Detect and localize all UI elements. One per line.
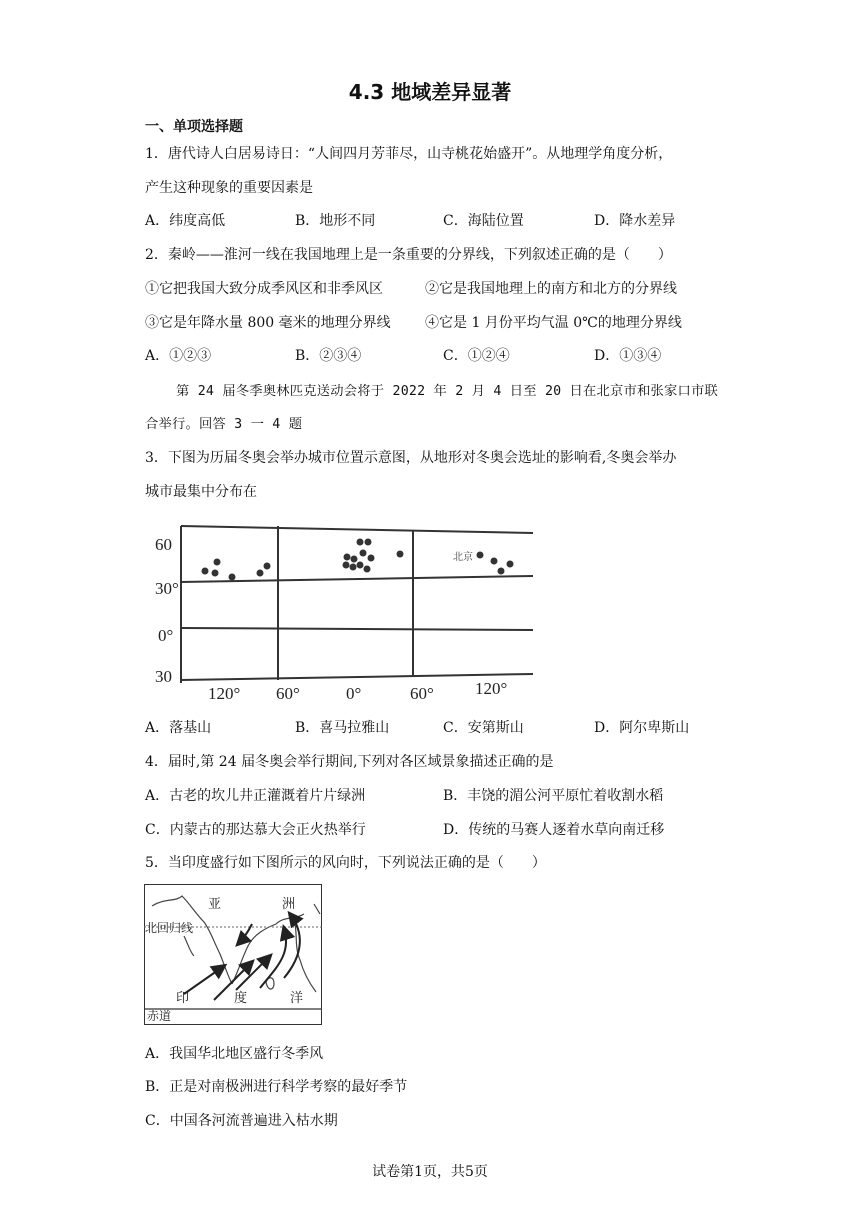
q2-statement-1: ①它把我国大致分成季风区和非季风区	[145, 281, 383, 297]
label-zhou: 洲	[282, 896, 296, 911]
lat-label-30n: 30°	[155, 579, 179, 598]
label-equator: 赤道	[147, 1009, 172, 1023]
olympic-cities-map	[148, 518, 540, 708]
lon-label-120e: 120°	[475, 679, 508, 698]
q1-option-a[interactable]: A．纬度高低	[145, 213, 226, 229]
page-title: 4.3 地域差异显著	[348, 80, 512, 104]
q3-option-a[interactable]: A．落基山	[145, 720, 212, 736]
q3-stem-line1: 3．下图为历届冬奥会举办城市位置示意图，从地形对冬奥会选址的影响看,冬奥会举办	[145, 450, 677, 466]
q4-option-c[interactable]: C．内蒙古的那达慕大会正火热举行	[145, 822, 366, 838]
passage-line1: 第 24 届冬季奥林匹克送动会将于 2022 年 2 月 4 日至 20 日在北京市和张家口市联	[176, 384, 719, 399]
q5-option-b[interactable]: B．正是对南极洲进行科学考察的最好季节	[145, 1079, 408, 1095]
label-du: 度	[234, 990, 248, 1005]
q3-option-d[interactable]: D．阿尔卑斯山	[594, 720, 690, 736]
india-monsoon-map	[144, 884, 322, 1025]
q5-option-a[interactable]: A．我国华北地区盛行冬季风	[145, 1046, 324, 1062]
label-tropic: 北回归线	[145, 921, 194, 935]
lon-label-120w: 120°	[208, 684, 241, 703]
q4-stem: 4．届时,第 24 届冬奥会举行期间,下列对各区域景象描述正确的是	[145, 754, 554, 770]
q3-stem-line2: 城市最集中分布在	[145, 484, 257, 500]
q1-option-d[interactable]: D．降水差异	[594, 213, 676, 229]
beijing-label: 北京	[453, 552, 473, 563]
lat-label-30s: 30	[155, 667, 172, 686]
q2-statement-2: ②它是我国地理上的南方和北方的分界线	[425, 281, 677, 297]
q1-stem-line1: 1．唐代诗人白居易诗日：“人间四月芳菲尽，山寺桃花始盛开”。从地理学角度分析，	[145, 146, 673, 162]
q2-option-c[interactable]: C．①②④	[443, 348, 510, 364]
page-footer: 试卷第1页，共5页	[372, 1164, 488, 1180]
q2-statement-4: ④它是 1 月份平均气温 0℃的地理分界线	[425, 315, 682, 331]
lon-label-60w: 60°	[276, 684, 300, 703]
q1-option-b[interactable]: B．地形不同	[295, 213, 376, 229]
q2-option-d[interactable]: D．①③④	[594, 348, 662, 364]
q1-stem-line2: 产生这种现象的重要因素是	[145, 180, 313, 196]
lon-label-60e: 60°	[410, 684, 434, 703]
lat-label-60: 60	[155, 535, 172, 554]
q2-option-b[interactable]: B．②③④	[295, 348, 362, 364]
lat-label-0: 0°	[158, 626, 174, 645]
passage-line2: 合举行。回答 3 一 4 题	[145, 417, 303, 432]
q4-option-b[interactable]: B．丰饶的湄公河平原忙着收割水稻	[443, 788, 664, 804]
q3-option-b[interactable]: B．喜马拉雅山	[295, 720, 390, 736]
label-ya: 亚	[208, 896, 222, 911]
q5-option-c[interactable]: C．中国各河流普遍进入枯水期	[145, 1113, 338, 1129]
q2-option-a[interactable]: A．①②③	[145, 348, 212, 364]
label-yang: 洋	[290, 990, 304, 1005]
q4-option-a[interactable]: A．古老的坎儿井正灌溉着片片绿洲	[145, 788, 366, 804]
lon-label-0: 0°	[346, 684, 362, 703]
section-heading: 一、单项选择题	[145, 119, 243, 135]
q3-option-c[interactable]: C．安第斯山	[443, 720, 524, 736]
q4-option-d[interactable]: D．传统的马赛人逐着水草向南迁移	[443, 822, 665, 838]
q2-stem: 2．秦岭——淮河一线在我国地理上是一条重要的分界线，下列叙述正确的是（ ）	[145, 247, 672, 263]
q5-stem: 5．当印度盛行如下图所示的风向时，下列说法正确的是（ ）	[145, 855, 546, 871]
q1-option-c[interactable]: C．海陆位置	[443, 213, 524, 229]
q2-statement-3: ③它是年降水量 800 毫米的地理分界线	[145, 315, 391, 331]
label-yin: 印	[176, 990, 190, 1005]
